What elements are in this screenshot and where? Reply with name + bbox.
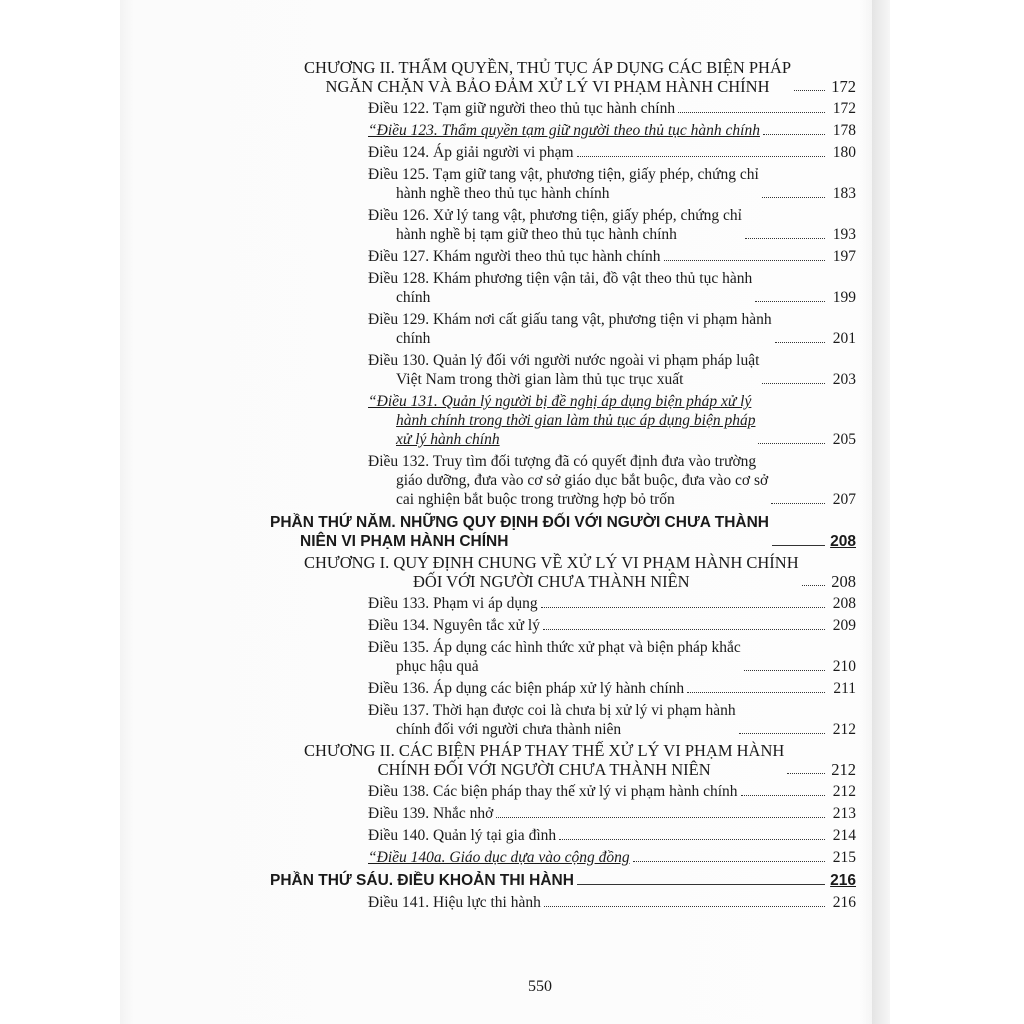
toc-entry-line: Điều 138. Các biện pháp thay thế xử lý vi phạm hành chính (368, 783, 738, 800)
toc-entry-line: PHẦN THỨ NĂM. NHỮNG QUY ĐỊNH ĐỐI VỚI NGƯỜI CHƯA THÀNH (270, 514, 769, 531)
toc-entry-title (368, 392, 755, 449)
toc-entry-page: 213 (832, 805, 856, 822)
toc-entry-title (304, 741, 784, 779)
leader-dots (577, 156, 825, 157)
leader-dots (633, 861, 825, 862)
toc-entry-page: 199 (832, 289, 856, 306)
toc-entry-article (270, 452, 856, 509)
leader-dots (544, 906, 825, 907)
toc-entry-page: 208 (831, 572, 856, 591)
toc-entry-title (368, 893, 541, 912)
toc-entry-part (270, 513, 856, 551)
toc-entry-line: Việt Nam trong thời gian làm thủ tục trục xuất (396, 371, 684, 388)
leader-dots (762, 383, 825, 384)
toc-entry-article (270, 206, 856, 244)
toc-entry-line: hành chính trong thời gian làm thủ tục áp dụng biện pháp (396, 412, 756, 429)
toc-entry-title (368, 310, 772, 348)
toc-entry-line: Điều 137. Thời hạn được coi là chưa bị xử lý vi phạm hành (368, 702, 736, 719)
leader-dots (758, 443, 825, 444)
leader-dots (678, 112, 825, 113)
toc-entry-line: CHƯƠNG I. QUY ĐỊNH CHUNG VỀ XỬ LÝ VI PHẠM HÀNH CHÍNH (304, 553, 799, 572)
toc-entry-article (270, 594, 856, 613)
toc-entry-title (368, 594, 538, 613)
toc-entry-line: hành nghề theo thủ tục hành chính (396, 185, 610, 202)
leader-dots (755, 301, 825, 302)
toc-entry-page: 180 (832, 144, 856, 161)
toc-entry-page: 214 (832, 827, 856, 844)
toc-entry-article (270, 893, 856, 912)
toc-entry-page: 207 (832, 491, 856, 508)
toc-entry-page: 212 (832, 783, 856, 800)
toc-entry-line: Điều 129. Khám nơi cất giấu tang vật, phương tiện vi phạm hành (368, 311, 772, 328)
toc-entry-title (368, 638, 741, 676)
leader-dots (543, 629, 825, 630)
toc-entry-title (368, 99, 675, 118)
toc-entry-line: Điều 139. Nhắc nhở (368, 805, 494, 822)
toc-entry-page: 210 (832, 658, 856, 675)
toc-entry-line: CHÍNH ĐỐI VỚI NGƯỜI CHƯA THÀNH NIÊN (377, 760, 711, 779)
toc-entry-line: “Điều 140a. Giáo dục dựa vào cộng đồng (368, 849, 630, 866)
toc-entry-title (368, 165, 759, 203)
leader-dots (541, 607, 825, 608)
toc-entry-line: Điều 124. Áp giải người vi phạm (368, 144, 574, 161)
toc-entry-page: 216 (832, 894, 856, 911)
toc-entry-page: 215 (832, 849, 856, 866)
toc-entry-article (270, 638, 856, 676)
toc-entry-line: Điều 136. Áp dụng các biện pháp xử lý hành chính (368, 680, 685, 697)
toc-entry-chapter (270, 58, 856, 96)
leader-dots (577, 884, 825, 885)
toc-entry-title (368, 679, 684, 698)
toc-entry-page: 172 (832, 100, 856, 117)
toc-entry-line: Điều 133. Phạm vi áp dụng (368, 595, 538, 612)
toc-entry-line: ĐỐI VỚI NGƯỜI CHƯA THÀNH NIÊN (413, 572, 690, 591)
toc-entry-article (270, 310, 856, 348)
toc-entry-line: Điều 135. Áp dụng các hình thức xử phạt và biện pháp khắc (368, 639, 741, 656)
toc-entry-title (368, 269, 752, 307)
toc-entry-article (270, 247, 856, 266)
toc-entry-page: 209 (832, 617, 856, 634)
leader-dots (664, 260, 825, 261)
toc-entry-line: Điều 134. Nguyên tắc xử lý (368, 617, 540, 634)
toc-entry-title (368, 206, 742, 244)
toc-entry-line: xử lý hành chính (396, 431, 500, 448)
leader-dots (762, 197, 825, 198)
toc-entry-chapter (270, 741, 856, 779)
toc-entry-article (270, 701, 856, 739)
leader-dots (794, 90, 825, 91)
toc-entry-part (270, 871, 856, 890)
toc-entry-title (368, 782, 738, 801)
toc-entry-title (304, 553, 799, 591)
toc-entry-article (270, 826, 856, 845)
toc-entry-line: “Điều 123. Thẩm quyền tạm giữ người theo thủ tục hành chính (368, 122, 760, 139)
toc-entry-page: 212 (831, 760, 856, 779)
toc-entry-line: “Điều 131. Quản lý người bị đề nghị áp dụng biện pháp xử lý (368, 393, 752, 410)
toc-entry-title (368, 143, 574, 162)
toc-entry-page: 201 (832, 330, 856, 347)
toc-entry-title (368, 616, 540, 635)
leader-dots (775, 342, 825, 343)
toc-entry-title (270, 871, 574, 890)
toc-entry-article (270, 99, 856, 118)
leader-dots (772, 545, 825, 546)
leader-dots (741, 795, 825, 796)
toc-entry-line: chính (396, 330, 431, 347)
toc-entry-line: chính (396, 289, 431, 306)
toc-entry-page: 178 (832, 122, 856, 139)
toc-entry-article (270, 804, 856, 823)
toc-entry-line: Điều 140. Quản lý tại gia đình (368, 827, 557, 844)
toc-entry-article (270, 269, 856, 307)
toc-entry-page: 197 (832, 248, 856, 265)
toc-entry-page: 208 (832, 595, 856, 612)
toc-entry-article (270, 782, 856, 801)
toc-entry-article-italic (270, 121, 856, 140)
leader-dots (496, 817, 825, 818)
leader-dots (771, 503, 825, 504)
toc-entry-page: 172 (831, 77, 856, 96)
toc-entry-title (368, 848, 630, 867)
toc-entry-line: Điều 130. Quản lý đối với người nước ngoài vi phạm pháp luật (368, 352, 760, 369)
toc-entry-title (368, 351, 759, 389)
toc-entry-title (368, 804, 493, 823)
toc-entry-line: hành nghề bị tạm giữ theo thủ tục hành chính (396, 226, 677, 243)
toc-entry-article (270, 351, 856, 389)
page-edge (872, 0, 890, 1024)
toc-entry-line: Điều 127. Khám người theo thủ tục hành chính (368, 248, 661, 265)
leader-dots (744, 670, 825, 671)
toc-entry-page: 216 (830, 872, 856, 889)
toc-entry-article (270, 679, 856, 698)
toc-entry-page: 193 (832, 226, 856, 243)
toc-entry-article (270, 616, 856, 635)
toc-entry-title (368, 826, 556, 845)
toc-entry-line: NIÊN VI PHẠM HÀNH CHÍNH (300, 533, 509, 550)
toc-entry-title (368, 121, 760, 140)
toc-entry-line: NGĂN CHẶN VÀ BẢO ĐẢM XỬ LÝ VI PHẠM HÀNH CHÍNH (325, 77, 770, 96)
leader-dots (687, 692, 825, 693)
toc-entry-page: 183 (832, 185, 856, 202)
toc-entry-line: Điều 128. Khám phương tiện vận tải, đồ vật theo thủ tục hành (368, 270, 753, 287)
toc-entry-title (368, 701, 736, 739)
toc-entry-line: phục hậu quả (396, 658, 479, 675)
leader-dots (739, 733, 825, 734)
toc-entry-line: Điều 126. Xử lý tang vật, phương tiện, giấy phép, chứng chỉ (368, 207, 742, 224)
leader-dots (763, 134, 825, 135)
toc-entry-title (368, 247, 661, 266)
toc-entry-line: Điều 141. Hiệu lực thi hành (368, 894, 541, 911)
leader-dots (802, 585, 825, 586)
toc-entry-line: CHƯƠNG II. THẨM QUYỀN, THỦ TỤC ÁP DỤNG CÁC BIỆN PHÁP (304, 58, 792, 77)
toc-entry-title (304, 58, 791, 96)
toc-entry-line: CHƯƠNG II. CÁC BIỆN PHÁP THAY THẾ XỬ LÝ VI PHẠM HÀNH (304, 741, 785, 760)
toc-entry-line: PHẦN THỨ SÁU. ĐIỀU KHOẢN THI HÀNH (270, 872, 574, 889)
leader-dots (787, 773, 825, 774)
leader-dots (745, 238, 825, 239)
toc-entry-article (270, 165, 856, 203)
leader-dots (559, 839, 825, 840)
toc-entry-chapter (270, 553, 856, 591)
page-number: 550 (528, 978, 552, 995)
toc-entry-title (270, 513, 769, 551)
toc-entry-line: Điều 122. Tạm giữ người theo thủ tục hành chính (368, 100, 676, 117)
toc-entry-line: cai nghiện bắt buộc trong trường hợp bỏ trốn (396, 491, 675, 508)
toc-entry-line: Điều 125. Tạm giữ tang vật, phương tiện, giấy phép, chứng chỉ (368, 166, 759, 183)
toc-entry-line: giáo dưỡng, đưa vào cơ sở giáo dục bắt buộc, đưa vào cơ sở (396, 472, 769, 489)
toc-entry-article-italic (270, 392, 856, 449)
table-of-contents (270, 56, 856, 912)
toc-entry-title (368, 452, 768, 509)
toc-entry-page: 205 (832, 431, 856, 448)
toc-entry-page: 211 (833, 680, 856, 697)
toc-entry-page: 208 (830, 533, 856, 550)
toc-entry-line: Điều 132. Truy tìm đối tượng đã có quyết định đưa vào trường (368, 453, 757, 470)
toc-entry-page: 203 (832, 371, 856, 388)
toc-entry-page: 212 (832, 721, 856, 738)
toc-entry-article-italic (270, 848, 856, 867)
toc-entry-article (270, 143, 856, 162)
toc-entry-line: chính đối với người chưa thành niên (396, 721, 622, 738)
